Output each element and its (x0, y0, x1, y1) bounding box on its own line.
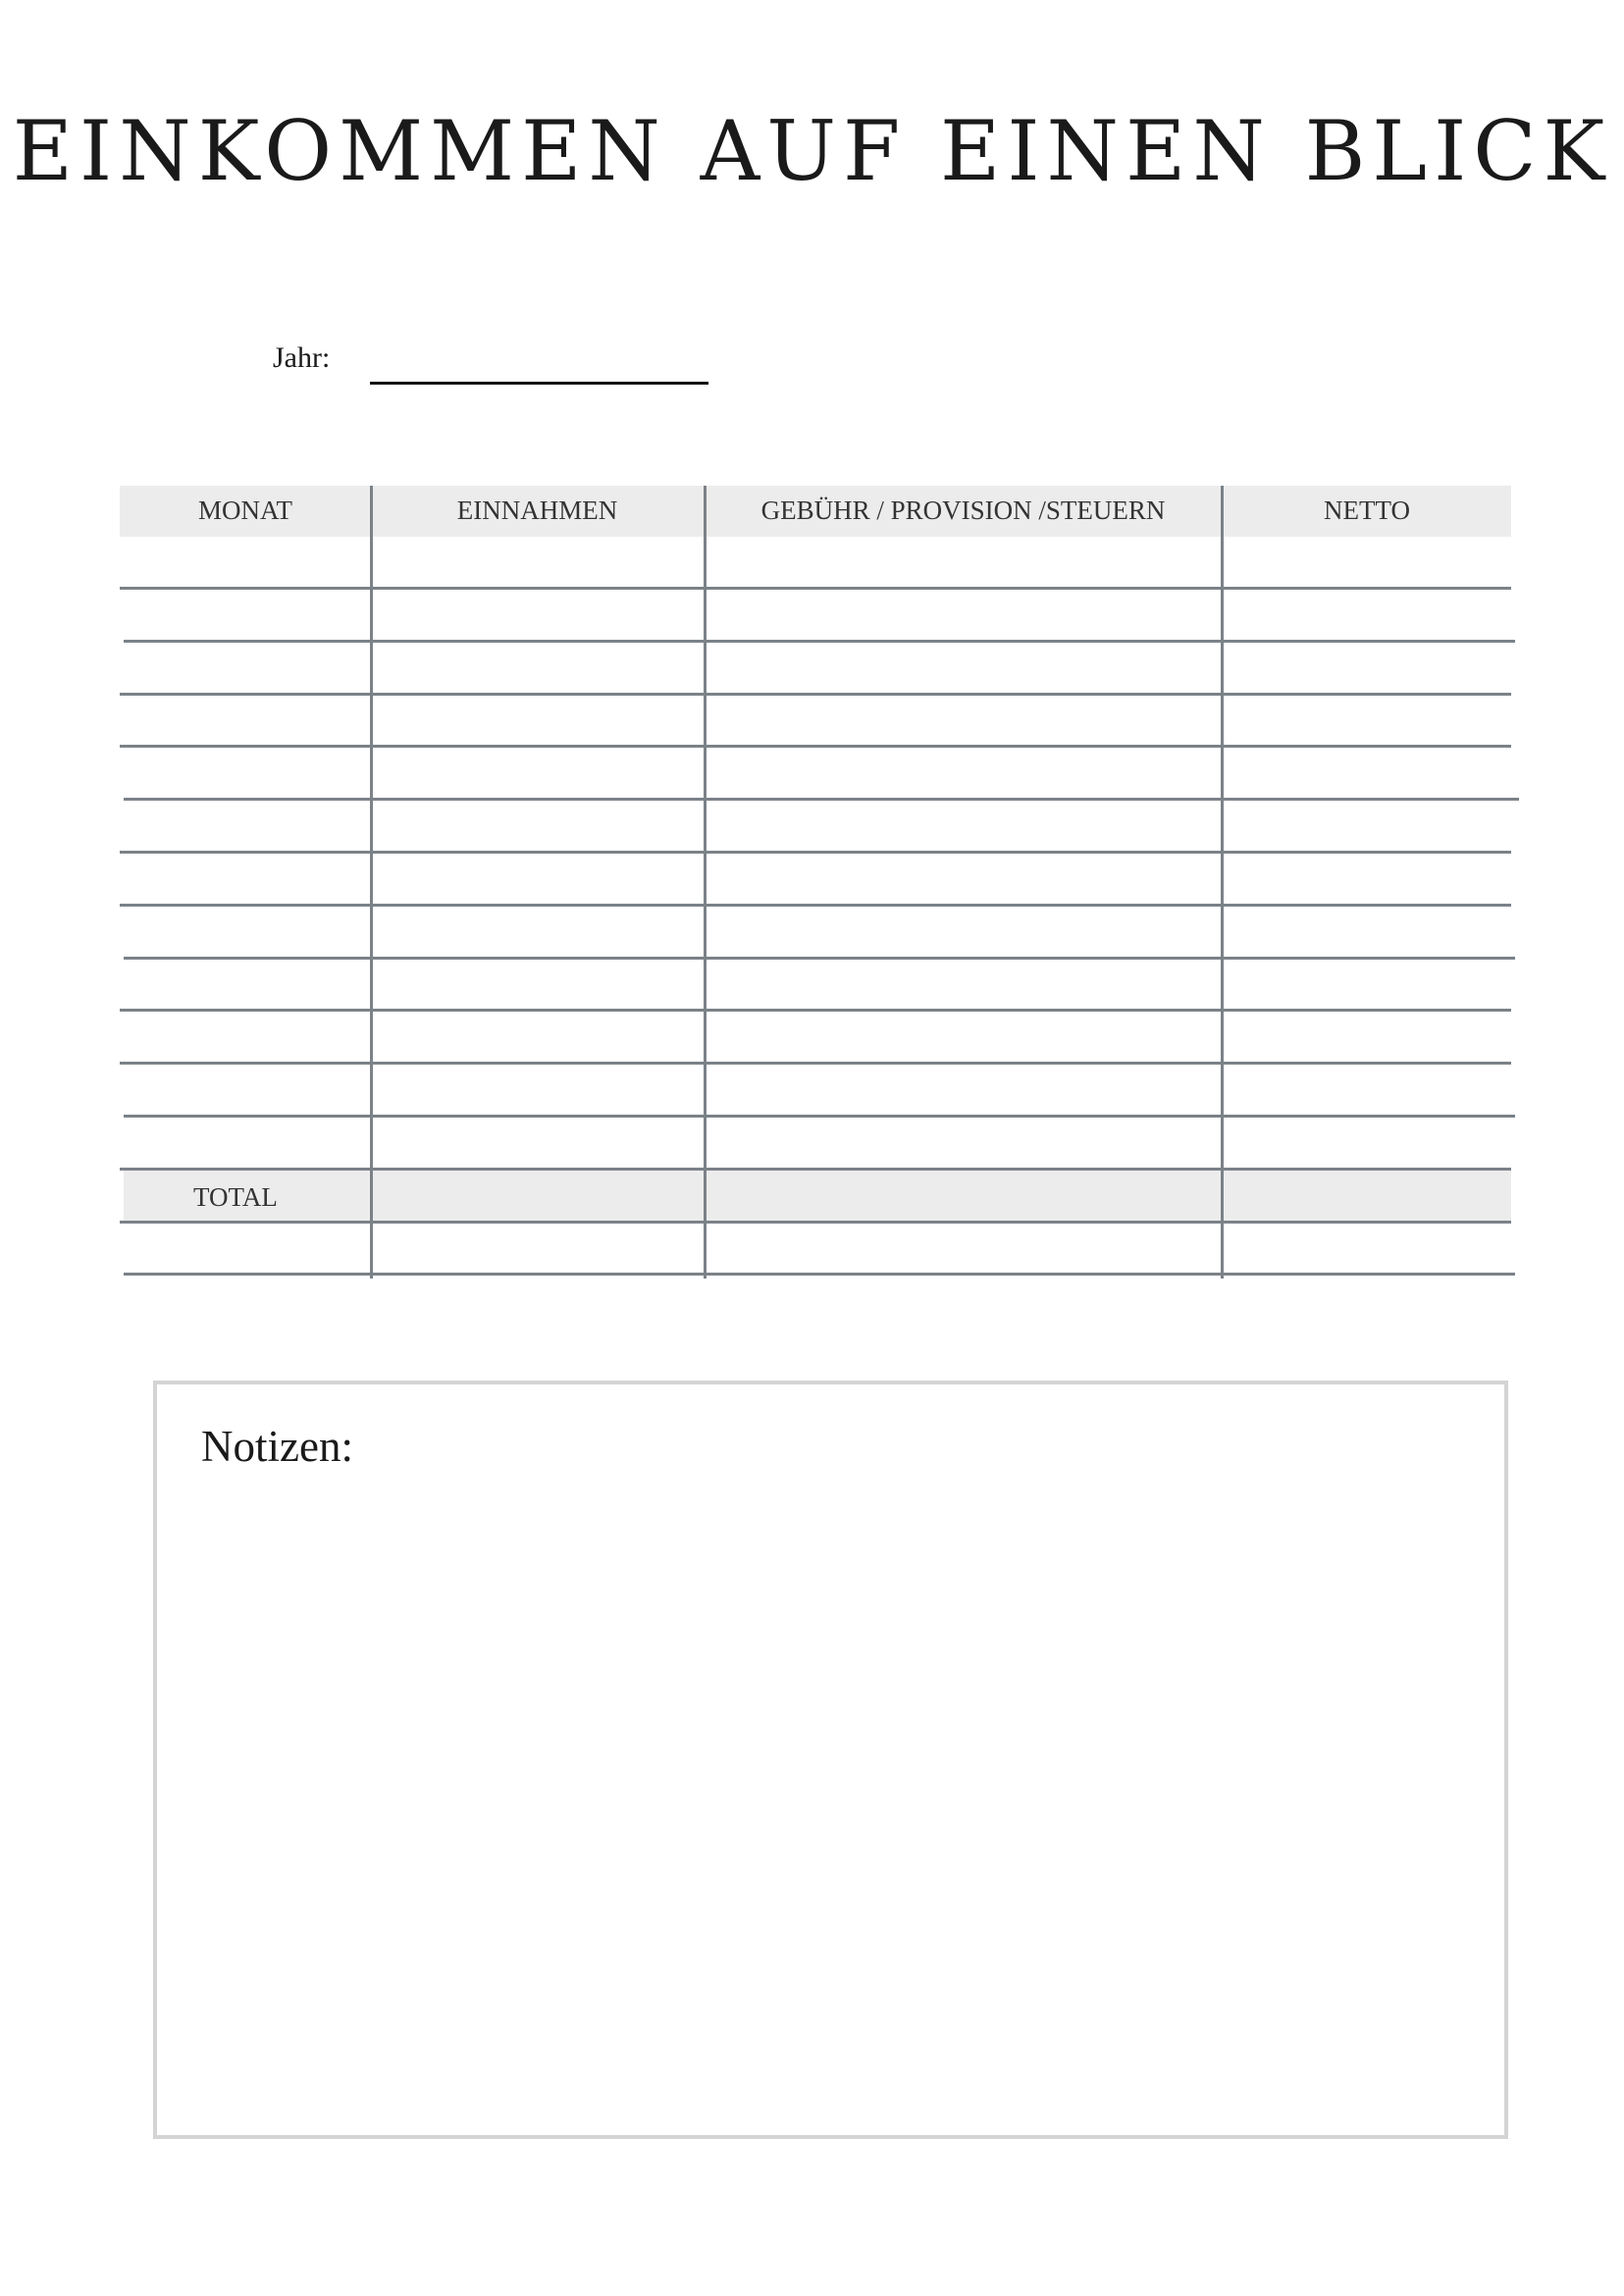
row-separator (124, 640, 1515, 643)
row-separator (120, 904, 1511, 907)
row-separator (124, 957, 1515, 960)
row-separator (124, 1115, 1515, 1118)
row-separator (120, 1062, 1511, 1065)
row-separator (120, 587, 1511, 590)
column-header-monat: MONAT (197, 496, 292, 525)
column-divider (704, 486, 707, 1278)
year-input-line[interactable] (370, 382, 708, 385)
notes-label: Notizen: (201, 1422, 353, 1471)
total-label: TOTAL (193, 1182, 278, 1212)
row-separator (124, 1273, 1515, 1276)
row-separator (120, 1168, 1511, 1171)
row-separator (120, 851, 1511, 854)
row-separator (124, 798, 1519, 801)
column-header-gebuehr: GEBÜHR / PROVISION /STEUERN (760, 496, 1166, 525)
row-separator (120, 1009, 1511, 1012)
notes-box[interactable] (153, 1381, 1508, 2139)
total-row-background (124, 1171, 1511, 1222)
row-separator (120, 1221, 1511, 1224)
income-table (120, 486, 1515, 1278)
column-divider (1221, 486, 1224, 1278)
row-separator (120, 693, 1511, 696)
column-header-einnahmen: EINNAHMEN (456, 496, 618, 525)
column-header-netto: NETTO (1324, 496, 1410, 525)
column-divider (370, 486, 373, 1278)
year-label: Jahr: (273, 341, 331, 374)
page-title: EINKOMMEN AUF EINEN BLICK (12, 103, 1612, 199)
row-separator (120, 745, 1511, 748)
